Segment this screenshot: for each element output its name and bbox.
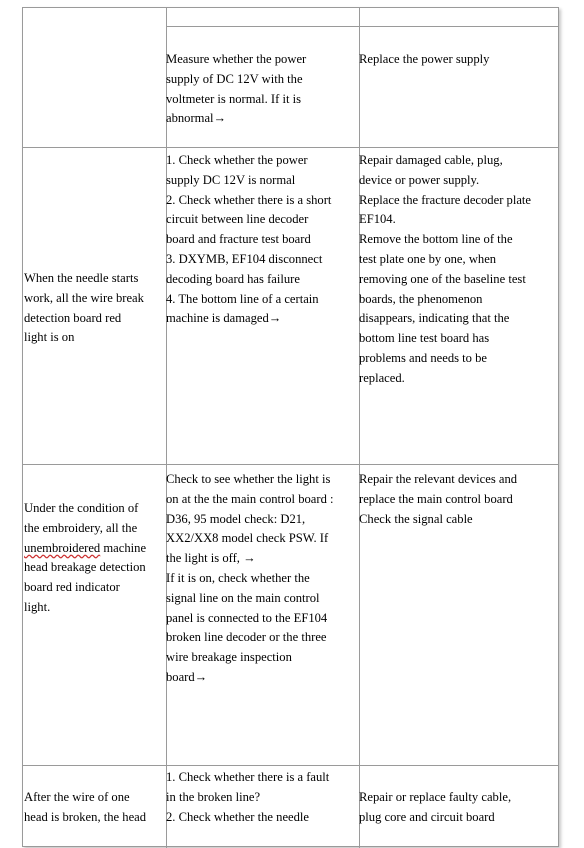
symptom-text: machine head breakage detection board red indicator light. [24, 540, 147, 614]
column-divider [359, 8, 360, 848]
symptom-cell [24, 499, 166, 618]
check-cell: 1. Check whether there is a fault in the broken line? 2. Check whether the needle [166, 770, 330, 824]
solution-cell: Repair the relevant devices and replace the main control board Check the signal cable [359, 472, 518, 526]
symptom-text: Under the condition of the embroidery, all the [24, 501, 139, 535]
row-divider [23, 765, 559, 766]
solution-cell: Repair or replace faulty cable, plug core and circuit board [359, 789, 512, 824]
solution-cell: Repair damaged cable, plug, device or power supply. Replace the fracture decoder plate EF104. Remove the bottom line of the test plate one by one, when removing one of the baseline test boards, the phenomenon disappears, indicating that the bottom line test board has problems and needs to be replaced. [359, 153, 532, 385]
row-divider [166, 26, 559, 27]
check-cell: Measure whether the power supply of DC 12V with the voltmeter is normal. If it is abnormal→ [166, 52, 307, 126]
symptom-cell: When the needle starts work, all the wire break detection board red light is on [24, 271, 144, 345]
symptom-cell: After the wire of one head is broken, the head [24, 790, 147, 824]
solution-cell: Replace the power supply [359, 52, 490, 66]
row-divider [23, 464, 559, 465]
row-divider [23, 147, 559, 148]
check-cell: Check to see whether the light is on at the the main control board : D36, 95 model check: D21, XX2/XX8 model check PSW. If the light is off, → If it is on, check whether the signal line on the main control panel is connected to the EF104 broken line decoder or the three wire breakage inspection board→ [166, 472, 334, 684]
column-divider [166, 8, 167, 848]
troubleshooting-table [22, 7, 559, 847]
spellcheck-flagged-word: unembroidered [24, 540, 101, 555]
check-cell: 1. Check whether the power supply DC 12V is normal 2. Check whether there is a short circuit between line decoder board and fracture test board 3. DXYMB, EF104 disconnect decoding board has failure 4. The bottom line of a certain machine is damaged→ [166, 153, 332, 326]
